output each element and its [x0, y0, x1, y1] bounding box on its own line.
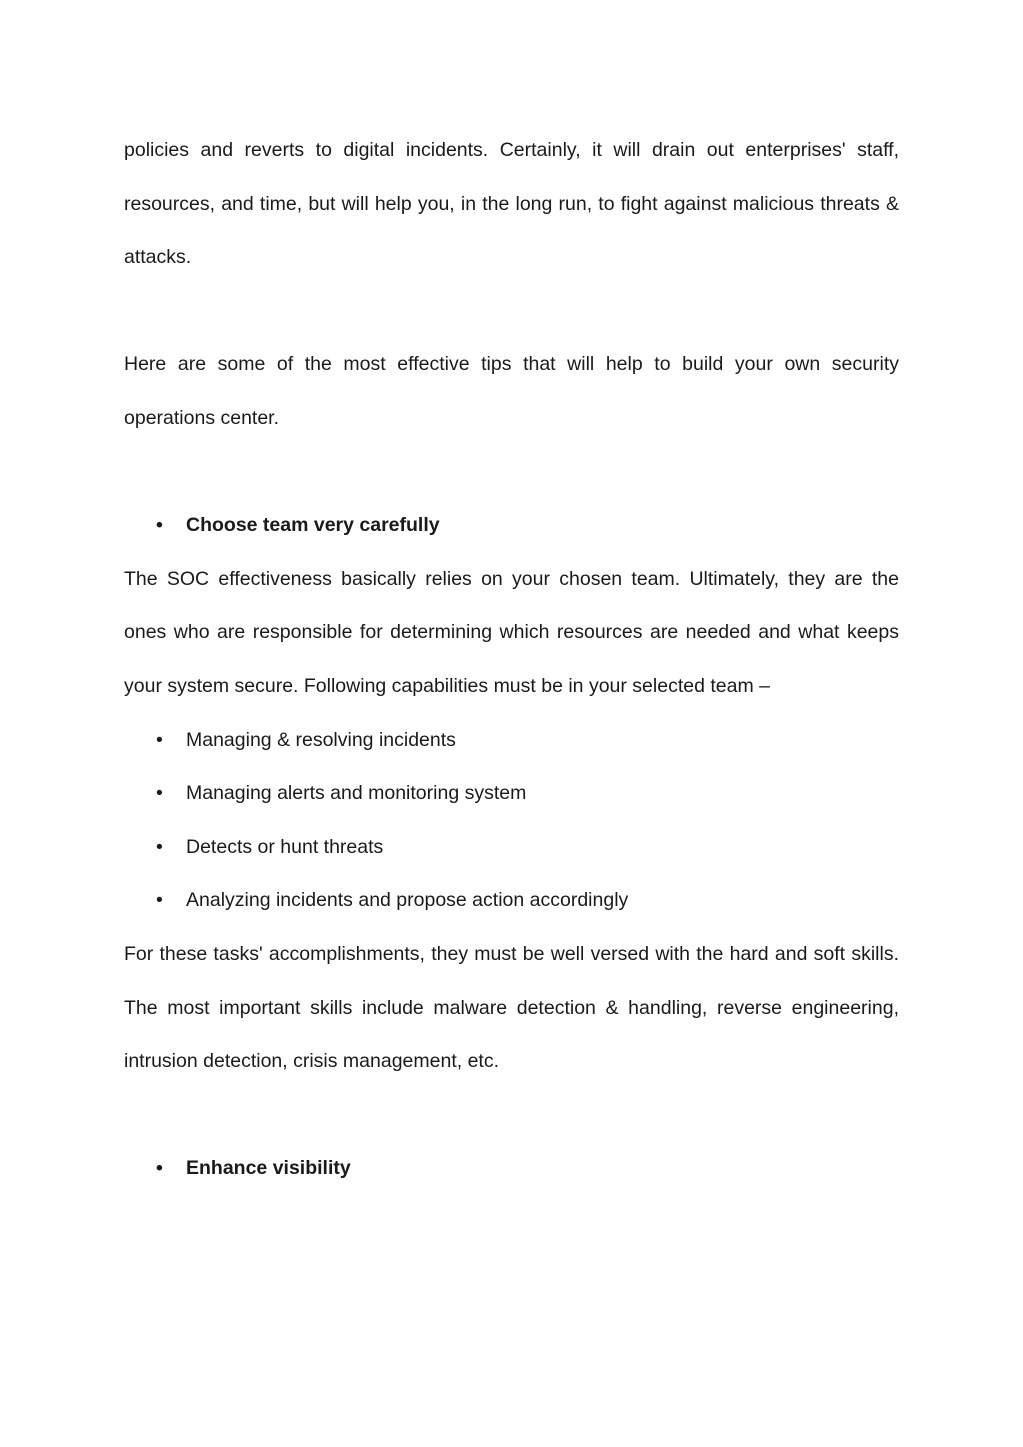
bullet-icon: •	[156, 1157, 163, 1180]
section-heading-label: Enhance visibility	[186, 1157, 351, 1180]
document-body	[124, 124, 899, 1196]
list-item-text: Managing alerts and monitoring system	[186, 782, 527, 805]
section-heading-choose-team	[124, 499, 899, 553]
list-item-text: Detects or hunt threats	[186, 835, 384, 858]
list-item	[124, 821, 899, 875]
list-item	[124, 767, 899, 821]
list-item	[124, 714, 899, 768]
intro-paragraph-1: policies and reverts to digital incidents. Certainly, it will drain out enterprises' staff, resources, and time, but will help you, in the long run, to fight against malicious threats & attacks.	[124, 139, 899, 269]
section-heading-label: Choose team very carefully	[186, 514, 440, 537]
bullet-icon: •	[156, 782, 163, 805]
list-item	[124, 874, 899, 928]
closing-paragraph: For these tasks' accomplishments, they must be well versed with the hard and soft skills. The most important skills include malware detection & handling, reverse engineering, intrusion detection, crisis management, etc.	[124, 942, 899, 1073]
spacer	[124, 285, 899, 339]
list-item-text: Analyzing incidents and propose action accordingly	[186, 889, 629, 912]
bullet-icon: •	[156, 728, 163, 751]
intro-paragraph-2: Here are some of the most effective tips that will help to build your own security operations center.	[124, 353, 899, 429]
list-item-text: Managing & resolving incidents	[186, 728, 456, 751]
section-heading-enhance-visibility	[124, 1142, 899, 1196]
bullet-icon: •	[156, 889, 163, 912]
spacer	[124, 446, 899, 500]
spacer	[124, 1089, 899, 1143]
section-body-paragraph: The SOC effectiveness basically relies on your chosen team. Ultimately, they are the ones who are responsible for determining which resources are needed and what keeps your system secure. Following capabilities must be in your selected team –	[124, 567, 899, 697]
bullet-icon: •	[156, 835, 163, 858]
bullet-icon: •	[156, 514, 163, 537]
